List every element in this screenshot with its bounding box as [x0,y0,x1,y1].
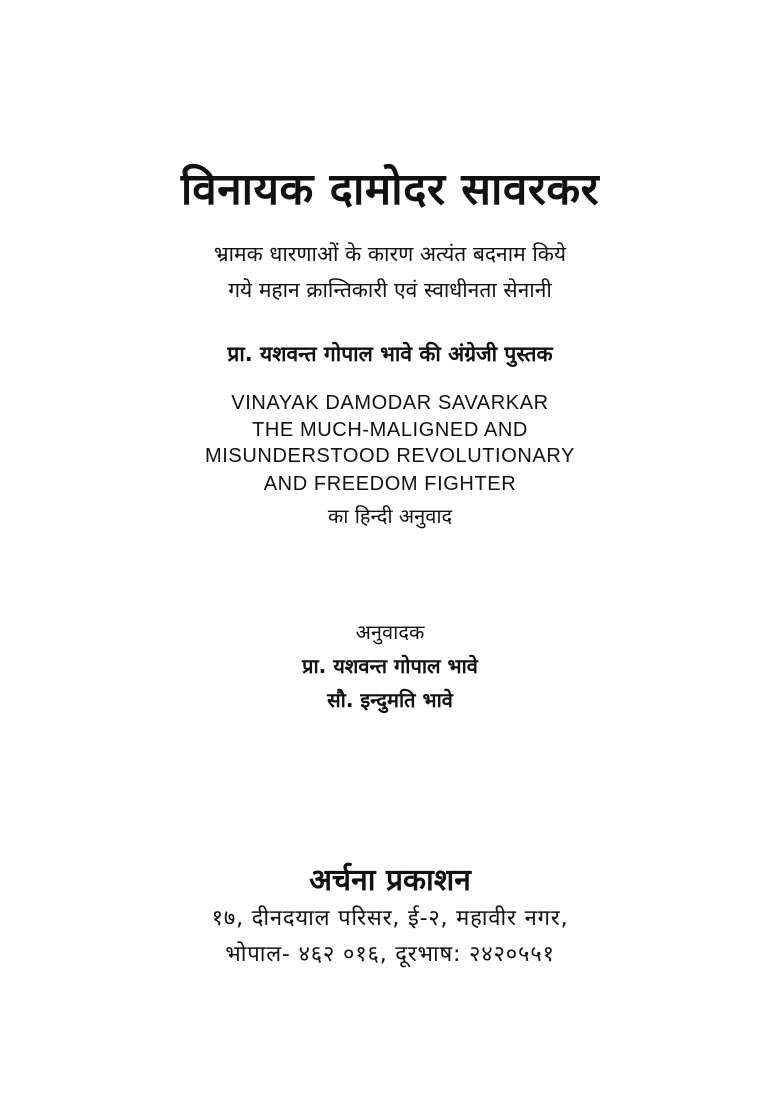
translator-name-2: सौ. इन्दुमति भावे [327,688,453,712]
english-title-line-2: THE MUCH-MALIGNED AND [252,419,528,441]
english-title-line-4: AND FREEDOM FIGHTER [263,473,517,495]
translator-name-1: प्रा. यशवन्त गोपाल भावे [302,654,478,678]
publisher-address-line-1: १७, दीनदयाल परिसर, ई-२, महावीर नगर, [211,906,569,931]
subtitle-line-1: भ्रामक धारणाओं के कारण अत्यंत बदनाम किये [213,242,567,266]
english-title-line-1: VINAYAK DAMODAR SAVARKAR [231,392,549,414]
english-title-line-3: MISUNDERSTOOD REVOLUTIONARY [205,445,575,467]
publisher-address-line-2: भोपाल- ४६२ ०१६, दूरभाष: २४२०५५१ [225,942,555,967]
book-title: विनायक दामोदर सावरकर [180,164,600,215]
original-book-note: प्रा. यशवन्त गोपाल भावे की अंग्रेजी पुस्तक [227,342,553,366]
subtitle-line-2: गये महान क्रान्तिकारी एवं स्वाधीनता सेनानी [228,278,552,302]
publisher-name: अर्चना प्रकाशन [309,863,471,898]
translation-note: का हिन्दी अनुवाद [327,504,453,528]
translator-label: अनुवादक [355,620,425,644]
